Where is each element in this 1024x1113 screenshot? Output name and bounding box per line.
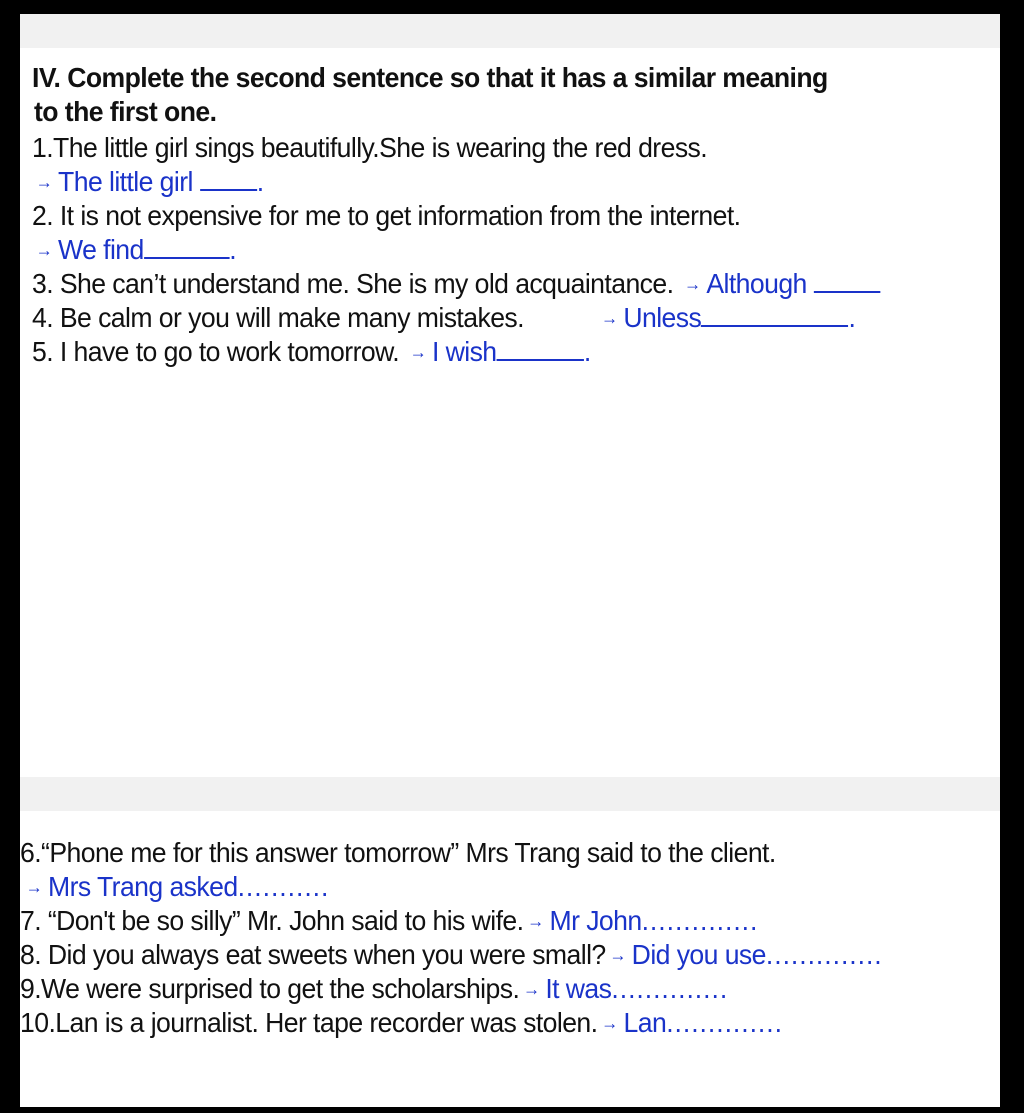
- item-6-prompt: 6.“Phone me for this answer tomorrow” Mrs Trang said to the client.: [20, 837, 776, 868]
- item-9-answer: [519, 973, 728, 1004]
- worksheet-panel-top: [20, 14, 1000, 777]
- item-5-answer: [406, 336, 591, 367]
- item-5-prompt: 5. I have to go to work tomorrow.: [32, 336, 400, 367]
- item-1-answer: [32, 165, 264, 201]
- grey-band-top: [20, 14, 1000, 48]
- item-4-end-mark: .: [848, 302, 856, 333]
- right-arrow-icon: →: [523, 978, 540, 999]
- item-8-dots[interactable]: ..............: [765, 939, 883, 970]
- item-3-row: [32, 267, 880, 303]
- item-10-answer-start: Lan: [623, 1007, 667, 1038]
- item-9-row: [20, 972, 728, 1008]
- item-4-answer-start: Unless: [623, 302, 702, 333]
- item-4-prompt: 4. Be calm or you will make many mistakes.: [32, 302, 524, 333]
- right-arrow-icon: →: [409, 341, 427, 362]
- item-5-end-mark: .: [583, 336, 591, 367]
- item-3-answer: [680, 268, 880, 299]
- right-arrow-icon: →: [601, 307, 618, 328]
- right-arrow-icon: →: [25, 876, 43, 897]
- item-9-prompt: 9.We were surprised to get the scholarships.: [20, 973, 520, 1004]
- exercise-heading-line1: IV. Complete the second sentence so that it has a similar meaning: [32, 62, 828, 93]
- item-5-blank[interactable]: [497, 337, 584, 361]
- item-7-prompt: 7. “Don't be so silly” Mr. John said to his wife.: [20, 905, 524, 936]
- item-3-prompt: 3. She can’t understand me. She is my old acquaintance.: [32, 268, 674, 299]
- item-2-end-mark: .: [229, 234, 237, 265]
- item-9-dots[interactable]: ..............: [611, 973, 729, 1004]
- right-arrow-icon: →: [35, 239, 53, 260]
- right-arrow-icon: →: [35, 171, 53, 192]
- item-6-answer-start: Mrs Trang asked: [48, 871, 238, 902]
- exercise-heading-line2: to the first one.: [34, 96, 217, 127]
- item-4-answer: [597, 302, 855, 333]
- item-2-answer: [32, 233, 236, 269]
- item-4-row: [32, 301, 855, 337]
- item-4-blank[interactable]: [701, 303, 848, 327]
- item-2-answer-start: We find: [58, 234, 144, 265]
- item-1-end-mark: .: [256, 166, 264, 197]
- item-8-prompt: 8. Did you always eat sweets when you were small?: [20, 939, 606, 970]
- item-7-answer-start: Mr John: [549, 905, 642, 936]
- item-8-row: [20, 938, 883, 974]
- item-7-answer: [523, 905, 758, 936]
- right-arrow-icon: →: [684, 273, 701, 294]
- right-arrow-icon: →: [527, 910, 544, 931]
- item-1-answer-start: The little girl: [58, 166, 193, 197]
- item-6-dots[interactable]: ...........: [237, 871, 330, 902]
- grey-band-bottom: [20, 777, 1000, 811]
- item-2-prompt: 2. It is not expensive for me to get information from the internet.: [32, 200, 741, 231]
- item-7-dots[interactable]: ..............: [641, 905, 759, 936]
- item-10-answer: [597, 1007, 782, 1038]
- item-1-blank[interactable]: [200, 167, 257, 191]
- item-7-row: [20, 904, 758, 940]
- item-3-answer-start: Although: [706, 268, 807, 299]
- item-2-blank[interactable]: [144, 235, 230, 259]
- item-1-prompt: 1.The little girl sings beautifully.She is wearing the red dress.: [32, 132, 708, 163]
- item-10-prompt: 10.Lan is a journalist. Her tape recorder was stolen.: [20, 1007, 598, 1038]
- item-5-row: [32, 335, 591, 371]
- worksheet-panel-bottom: [20, 777, 1000, 1107]
- right-arrow-icon: →: [609, 944, 626, 965]
- item-6-answer: [22, 870, 329, 906]
- right-arrow-icon: →: [601, 1012, 618, 1033]
- item-10-dots[interactable]: ..............: [666, 1007, 783, 1038]
- item-3-blank[interactable]: [814, 269, 881, 293]
- item-10-row: [20, 1006, 783, 1042]
- item-5-answer-start: I wish: [431, 336, 497, 367]
- item-9-answer-start: It was: [545, 973, 612, 1004]
- item-8-answer: [606, 939, 883, 970]
- item-8-answer-start: Did you use: [631, 939, 766, 970]
